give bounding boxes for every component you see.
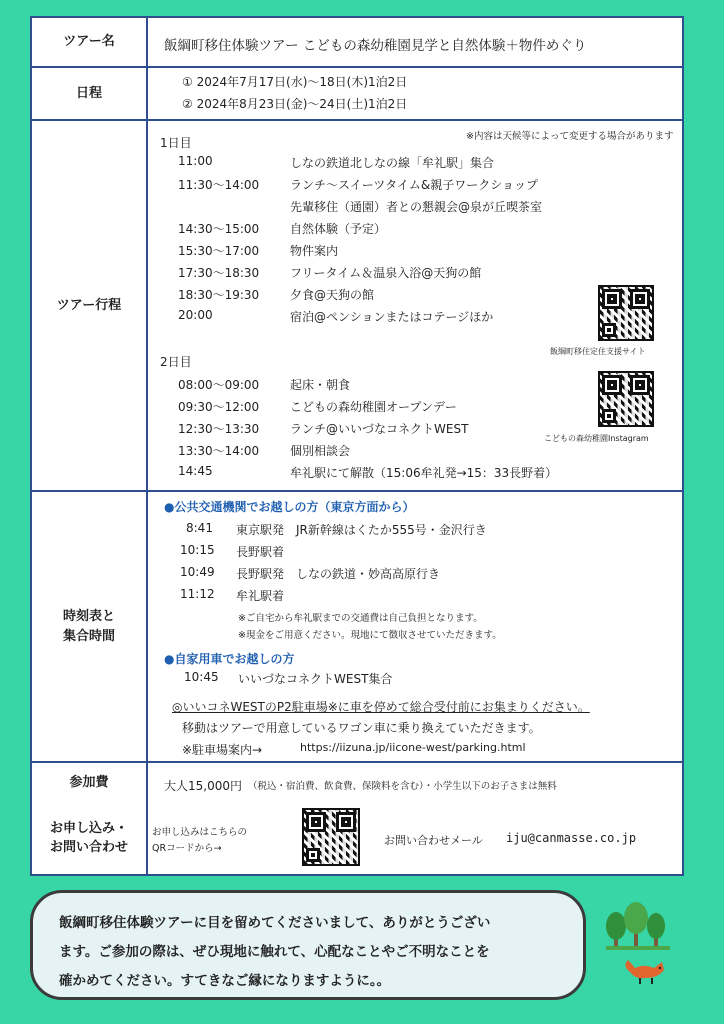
row-schedule: [32, 68, 682, 121]
apply-qr-text-1: お申し込みはこちらの: [152, 827, 248, 838]
car-heading: ●自家用車でお越しの方: [164, 652, 295, 666]
message-line: 飯綱町移住体験ツアーに目を留めてくださいまして、ありがとうござい: [59, 915, 491, 931]
train-time: 10:15: [180, 543, 215, 557]
day1-time: 20:00: [178, 308, 213, 322]
day2-label: 2日目: [160, 355, 192, 369]
day1-time: 17:30～18:30: [178, 266, 260, 280]
contact-email-link[interactable]: iju@canmasse.co.jp: [506, 831, 637, 845]
public-note-2: ※現金をご用意ください。現地にて徴収させていただきます。: [238, 630, 502, 641]
label-itinerary: ツアー行程: [32, 121, 148, 490]
day1-time: 15:30～17:00: [178, 244, 260, 258]
parking-instruction: ◎いいコネWESTのP2駐車場※に車を停めて総合受付前にお集まりください。: [172, 700, 590, 714]
day2-activity: 牟礼駅にて解散（15:06牟礼発→15：33長野着）: [290, 466, 558, 480]
train-time: 10:49: [180, 565, 215, 579]
day1-activity: 夕食@天狗の館: [290, 288, 375, 302]
contact-mail-label: お問い合わせメール: [384, 834, 483, 847]
train-text: 長野駅発 しなの鉄道・妙高高原行き: [236, 567, 441, 581]
schedule-date-2: ② 2024年8月23日(金)～24日(土)1泊2日: [182, 97, 408, 111]
label-timetable: [32, 492, 148, 761]
day2-activity: こどもの森幼稚園オープンデー: [290, 400, 457, 414]
label-timetable-line1: 時刻表と: [62, 609, 115, 624]
parking-url-link[interactable]: https://iizuna.jp/iicone-west/parking.html: [300, 741, 526, 754]
day1-activity: フリータイム＆温泉入浴@天狗の館: [290, 266, 482, 280]
row-fee: [32, 763, 682, 804]
train-text: 牟礼駅着: [236, 589, 285, 603]
fox-icon: [625, 960, 664, 984]
qr-code-application[interactable]: [302, 808, 360, 866]
day2-time: 14:45: [178, 464, 213, 478]
parking-info-label: ※駐車場案内→: [182, 743, 263, 757]
label-schedule: 日程: [32, 68, 148, 119]
day1-activity: 宿泊@ペンションまたはコテージほか: [290, 310, 494, 324]
message-line: ます。ご参加の際は、ぜひ現地に触れて、心配なことやご不明なことを: [59, 944, 490, 960]
train-text: 長野駅着: [236, 545, 285, 559]
label-apply-line2: お問い合わせ: [49, 840, 128, 855]
day1-time: 18:30～19:30: [178, 288, 260, 302]
row-timetable: [32, 492, 682, 763]
apply-section: [30, 802, 684, 876]
day1-time: 14:30～15:00: [178, 222, 260, 236]
fee-detail: （税込・宿泊費、飲食費、保険料を含む）・小学生以下のお子さまは無料: [248, 781, 557, 792]
label-fee: 参加費: [32, 763, 148, 802]
train-time: 11:12: [180, 587, 215, 601]
qr-code-instagram[interactable]: [598, 371, 654, 427]
qr2-caption: こどもの森幼稚園Instagram: [544, 434, 649, 443]
day2-time: 09:30～12:00: [178, 400, 260, 414]
train-time: 8:41: [186, 521, 213, 535]
label-timetable-line2: 集合時間: [62, 628, 115, 644]
message-line: 確かめてください。すてきなご縁になりますように。。: [59, 973, 391, 989]
label-tour-name: ツアー名: [32, 18, 148, 66]
fee-amount: 大人15,000円: [164, 779, 242, 793]
car-meeting: いいづなコネクトWEST集合: [238, 672, 393, 686]
tour-info-table: [30, 16, 684, 831]
day1-activity: 自然体験（予定）: [290, 222, 387, 236]
row-itinerary: [32, 121, 682, 492]
public-transport-heading: ●公共交通機関でお越しの方（東京方面から）: [164, 500, 415, 514]
day2-activity: 起床・朝食: [290, 378, 351, 392]
public-note-1: ※ご自宅から牟礼駅までの交通費は自己負担となります。: [238, 613, 483, 624]
schedule-date-1: ① 2024年7月17日(水)～18日(木)1泊2日: [182, 75, 408, 89]
label-apply-line1: お申し込み・: [49, 820, 128, 836]
day1-activity: ランチ～スイーツタイム&親子ワークショップ: [290, 178, 539, 192]
day2-time: 12:30～13:30: [178, 422, 260, 436]
train-text: 東京駅発 JR新幹線はくたか555号・金沢行き: [236, 523, 487, 537]
day2-time: 13:30～14:00: [178, 444, 260, 458]
day2-activity: ランチ@いいづなコネクトWEST: [290, 422, 469, 436]
tour-name: 飯綱町移住体験ツアー こどもの森幼稚園見学と自然体験＋物件めぐり: [164, 38, 587, 54]
day1-time: 11:00: [178, 154, 213, 168]
thank-you-message: [30, 890, 586, 1000]
wagon-transfer: 移動はツアーで用意しているワゴン車に乗り換えていただきます。: [182, 721, 541, 735]
day2-activity: 個別相談会: [290, 444, 351, 458]
day1-activity: しなの鉄道北しなの線「牟礼駅」集合: [290, 156, 495, 170]
day1-label: 1日目: [160, 136, 192, 150]
trees-fox-illustration: [600, 900, 680, 990]
day1-time: 11:30～14:00: [178, 178, 260, 192]
label-apply: [32, 802, 148, 874]
row-tour-name: [32, 18, 682, 68]
qr1-caption: 飯綱町移住定住支援サイト: [550, 347, 646, 356]
qr-code-support-site[interactable]: [598, 285, 654, 341]
day1-activity: 物件案内: [290, 244, 339, 258]
trees-icon: [606, 902, 670, 950]
car-time: 10:45: [184, 670, 219, 684]
day2-time: 08:00～09:00: [178, 378, 260, 392]
itinerary-note: ※内容は天候等によって変更する場合があります: [466, 131, 674, 142]
day1-activity: 先輩移住（通園）者との懇親会@泉が丘喫茶室: [290, 200, 543, 214]
apply-qr-text-2: QRコードから→: [152, 843, 222, 854]
